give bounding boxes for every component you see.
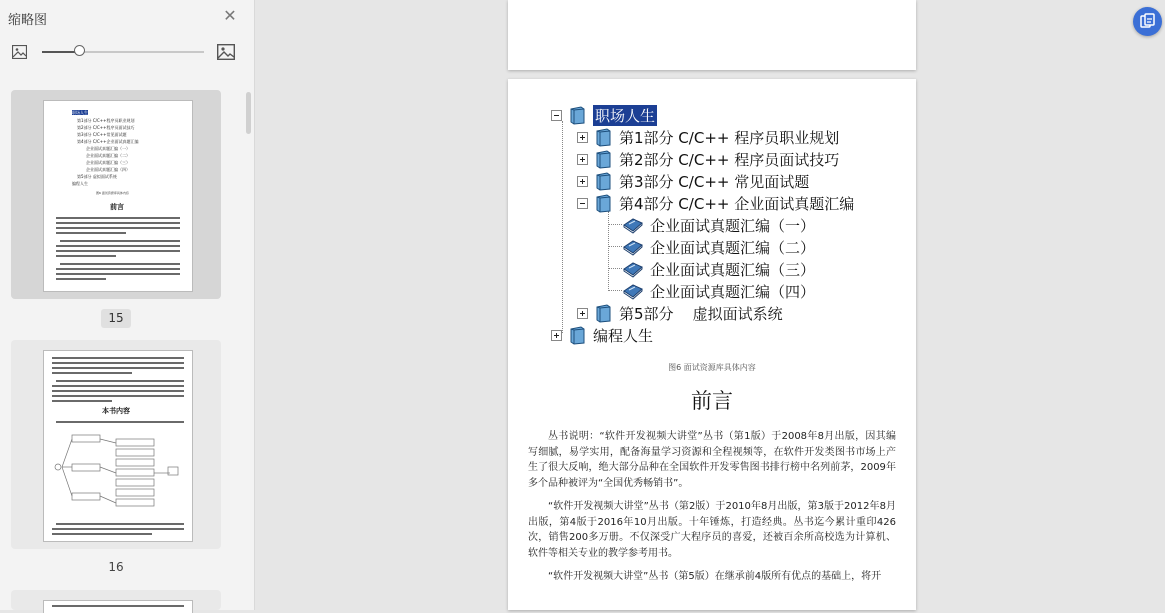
mini-line [56,273,180,275]
slider-knob[interactable] [74,45,85,56]
mini-line [56,227,180,229]
mini-text: 企业面试真题汇编（二） [86,153,130,158]
thumbnail-zoom-slider[interactable] [42,51,204,53]
expand-icon[interactable] [577,176,588,187]
book-icon [594,194,612,213]
previous-page [508,0,916,70]
paragraph: “软件开发视频大讲堂”丛书（第2版）于2010年8月出版，第3版于2012年8月出版，第4版于2016年10月出版。十年锤炼，打造经典。丛书迄今累计重印426次，销售200多万册。不仅深受广大程序员的喜爱，还被百余所高校选为计算机、软件等相关专业的教学参考用书。 [528,501,896,559]
floating-tool-button[interactable] [1133,7,1162,36]
mini-text: 企业面试真题汇编（一） [86,146,130,151]
book-icon [568,326,586,345]
close-icon[interactable]: ✕ [223,6,237,25]
tree-item-part2[interactable] [577,148,839,170]
mini-line [56,217,180,219]
mini-line [52,528,184,530]
expand-icon[interactable] [551,330,562,341]
thumbnail-page-17[interactable] [11,590,221,610]
floating-tool-icon [1133,7,1162,36]
document-icon [622,216,644,234]
tree-item-label: 第4部分 C/C++ 企业面试真题汇编 [619,194,855,213]
tree-connector [608,211,609,291]
mini-line [56,278,106,280]
sidebar-scrollbar[interactable] [246,92,251,134]
mini-line [52,605,184,607]
thumbnail-page-15[interactable] [11,90,221,299]
document-viewport[interactable] [256,0,1165,610]
tree-connector [562,121,563,333]
thumbnail-page-number: 15 [101,309,131,328]
thumbnail-image [43,350,193,542]
mini-text: 第4部分 C/C++企业面试真题汇编 [77,139,139,144]
mini-line [56,268,180,270]
thumbnail-image [43,100,193,292]
expand-icon[interactable] [577,132,588,143]
tree-item-label: 企业面试真题汇编（四） [650,282,816,301]
tree-item-label: 第1部分 C/C++ 程序员职业规划 [619,128,840,147]
tree-connector [608,246,622,247]
image-large-icon[interactable] [217,44,235,60]
mini-line [56,232,126,234]
book-icon [568,106,586,125]
book-icon [594,172,612,191]
mini-line [56,523,184,525]
mini-line [56,421,184,423]
tree-item-root2[interactable] [551,324,653,346]
figure-caption: 图6 面试资源库具体内容 [668,363,756,372]
tree-item-part4[interactable] [577,192,854,214]
tree-item-leaf[interactable] [622,258,815,280]
mini-line [56,250,180,252]
tree-item-leaf[interactable] [622,214,815,236]
mini-line [52,390,184,392]
mini-diagram [50,429,186,519]
book-icon [594,304,612,323]
tree-item-label: 企业面试真题汇编（一） [650,216,816,235]
tree-connector [608,290,622,291]
mini-line [52,395,184,397]
mini-text: 编程人生 [72,181,88,186]
mini-line [52,362,184,364]
book-icon [594,150,612,169]
mini-line [56,245,180,247]
thumbnail-sidebar [0,0,255,610]
mini-text: 职场人生 [72,110,88,115]
mini-heading: 前言 [110,203,124,211]
tree-item-root[interactable] [551,104,657,126]
thumbnail-image [43,600,193,613]
expand-icon[interactable] [577,154,588,165]
tree-item-label: 企业面试真题汇编（三） [650,260,816,279]
tree-item-label: 第3部分 C/C++ 常见面试题 [619,172,810,191]
mini-line [52,357,184,359]
mini-text: 第3部分 C/C++常见面试题 [77,132,127,137]
mini-line [56,255,116,257]
tree-item-part1[interactable] [577,126,839,148]
book-icon [594,128,612,147]
tree-item-leaf[interactable] [622,280,815,302]
tree-item-label: 第2部分 C/C++ 程序员面试技巧 [619,150,840,169]
tree-item-label: 第5部分 虚拟面试系统 [619,304,783,323]
mini-line [52,367,184,369]
mini-text: 第5部分 虚拟面试系统 [77,174,117,179]
mini-line [60,263,180,265]
tree-item-part5[interactable] [577,302,783,324]
tree-item-label: 编程人生 [593,326,654,345]
sidebar-title: 缩略图 [8,13,48,28]
tree-item-label: 职场人生 [595,106,656,125]
document-icon [622,282,644,300]
tree-connector [608,268,622,269]
collapse-icon[interactable] [551,110,562,121]
document-icon [622,238,644,256]
mini-line [52,372,132,374]
mini-line [56,380,184,382]
thumbnail-page-16[interactable] [11,340,221,549]
image-small-icon[interactable] [12,45,27,59]
mini-line [60,240,180,242]
mini-text: 企业面试真题汇编（四） [86,167,130,172]
mini-text: 图6 面试资源库具体内容 [96,191,129,195]
section-heading: 前言 [691,389,733,413]
paragraph: 丛书说明：“软件开发视频大讲堂”丛书（第1版）于2008年8月出版，因其编写细腻，易学实用，配备海量学习资源和全程视频等，在软件开发类图书市场上产生了很大反响，绝大部分品种在全国软件开发零售图书排行榜中名列前茅，2009年多个品种被评为“全国优秀畅销书”。 [528,431,896,489]
mini-line [56,222,180,224]
expand-icon[interactable] [577,308,588,319]
document-icon [622,260,644,278]
current-page [508,79,916,610]
mini-line [52,533,152,535]
mini-heading: 本书内容 [102,407,130,415]
tree-connector [608,224,622,225]
tree-item-label: 企业面试真题汇编（二） [650,238,816,257]
thumbnail-page-number: 16 [108,560,124,574]
tree-item-part3[interactable] [577,170,809,192]
mini-line [52,385,184,387]
tree-item-leaf[interactable] [622,236,815,258]
mini-text: 第2部分 C/C++程序员面试技巧 [77,125,135,130]
paragraph: “软件开发视频大讲堂”丛书（第5版）在继承前4版所有优点的基础上，将开 [548,571,882,582]
collapse-icon[interactable] [577,198,588,209]
mini-text: 企业面试真题汇编（三） [86,160,130,165]
mini-text: 第1部分 C/C++程序员职业规划 [77,118,135,123]
mini-line [52,400,112,402]
